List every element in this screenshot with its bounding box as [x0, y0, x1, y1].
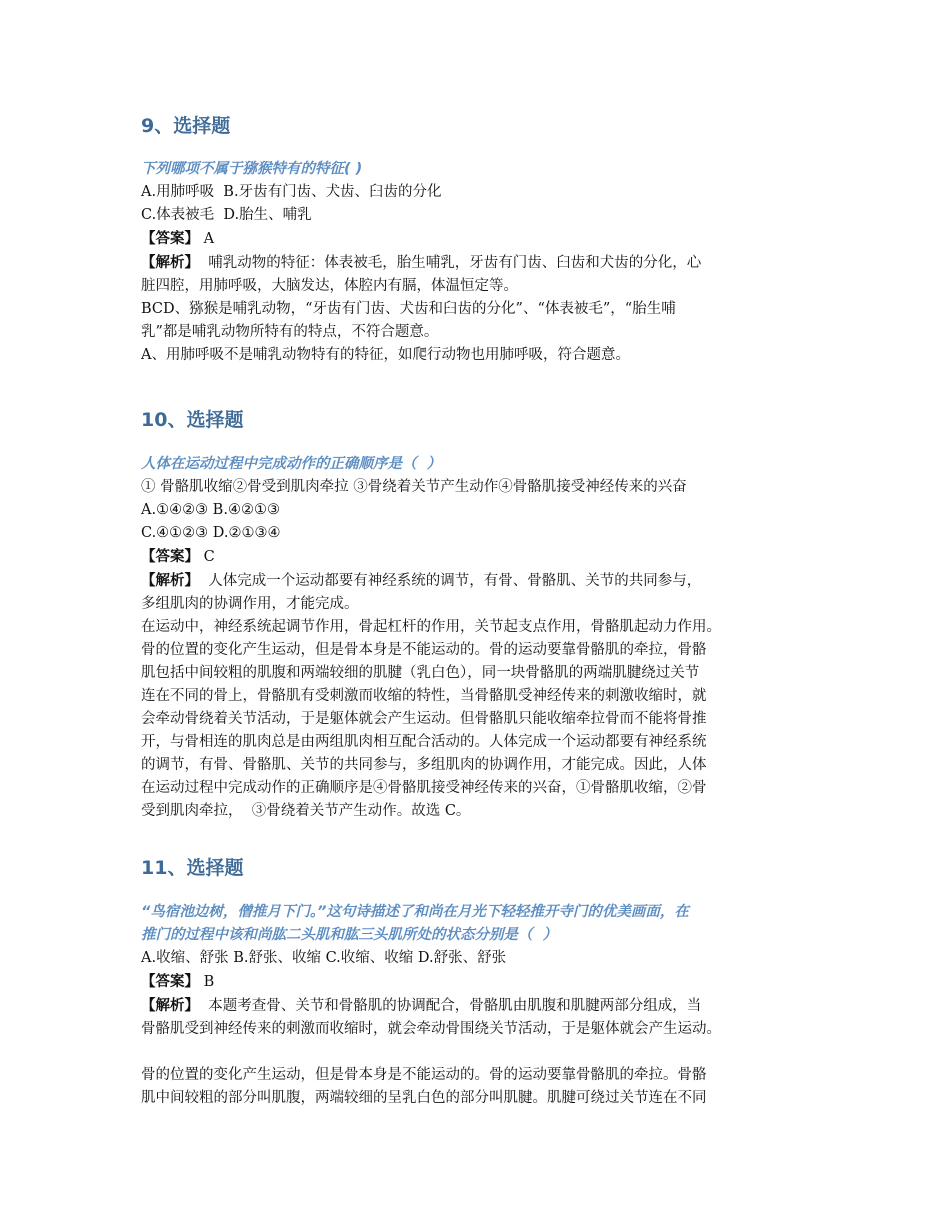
question-body: [141, 158, 821, 367]
analysis-line: 开，与骨相连的肌肉总是由两组肌肉相互配合活动的。人体完成一个运动都要有神经系统: [141, 734, 707, 750]
answer-line: [141, 970, 821, 994]
option-line: A.①④②③ B.④②①③: [141, 502, 280, 518]
question-stem: 下列哪项不属于猕猴特有的特征( ): [141, 161, 363, 177]
answer-value: A: [203, 231, 215, 247]
analysis-line: A、用肺呼吸不是哺乳动物特有的特征，如爬行动物也用肺呼吸，符合题意。: [141, 347, 630, 363]
question-heading: 9、选择题: [141, 115, 231, 137]
answer-line: [141, 227, 821, 251]
analysis-line: [141, 994, 821, 1018]
question-body: [141, 453, 821, 823]
answer-label: 【答案】: [141, 973, 199, 990]
answer-value: C: [203, 549, 215, 565]
analysis-line: 骨骼肌受到神经传来的刺激而收缩时，就会牵动骨围绕关节活动，于是躯体就会产生运动。: [141, 1021, 721, 1037]
analysis-label: 【解析】: [141, 254, 199, 271]
analysis-text: 本题考查骨、关节和骨骼肌的协调配合，骨骼肌由肌腹和肌腱两部分组成，当: [199, 998, 702, 1014]
answer-label: 【答案】: [141, 548, 199, 565]
answer-value: B: [203, 974, 215, 990]
option-line: A.收缩、舒张 B.舒张、收缩 C.收缩、收缩 D.舒张、舒张: [141, 950, 507, 966]
analysis-line: 骨的位置的变化产生运动，但是骨本身是不能运动的。骨的运动要靠骨骼肌的牵拉。骨骼: [141, 1067, 707, 1083]
analysis-line: 在运动中，神经系统起调节作用，骨起杠杆的作用，关节起支点作用，骨骼肌起动力作用。: [141, 619, 721, 635]
analysis-line: 肌包括中间较粗的肌腹和两端较细的肌腱（乳白色），同一块骨骼肌的两端肌腱绕过关节: [141, 665, 700, 681]
analysis-line: 骨的位置的变化产生运动，但是骨本身是不能运动的。骨的运动要靠骨骼肌的牵拉，骨骼: [141, 642, 707, 658]
analysis-line: 肌中间较粗的部分叫肌腹，两端较细的呈乳白色的部分叫肌腱。肌腱可绕过关节连在不同: [141, 1090, 707, 1106]
blank-line: [141, 1041, 821, 1064]
analysis-text: 人体完成一个运动都要有神经系统的调节，有骨、骨骼肌、关节的共同参与，: [199, 573, 702, 589]
question-heading: 10、选择题: [141, 409, 244, 431]
analysis-line: 多组肌肉的协调作用，才能完成。: [141, 596, 359, 612]
analysis-line: 会牵动骨绕着关节活动，于是躯体就会产生运动。但骨骼肌只能收缩牵拉骨而不能将骨推: [141, 711, 707, 727]
option-line: C.体表被毛 D.胎生、哺乳: [141, 207, 312, 223]
analysis-line: [141, 251, 821, 275]
analysis-line: 在运动过程中完成动作的正确顺序是④骨骼肌接受神经传来的兴奋，①骨骼肌收缩，②骨: [141, 780, 707, 796]
analysis-label: 【解析】: [141, 572, 199, 589]
analysis-line: [141, 569, 821, 593]
answer-label: 【答案】: [141, 230, 199, 247]
option-line: A.用肺呼吸 B.牙齿有门齿、犬齿、臼齿的分化: [141, 184, 442, 200]
analysis-label: 【解析】: [141, 997, 199, 1014]
analysis-line: 连在不同的骨上，骨骼肌有受刺激而收缩的特性，当骨骼肌受神经传来的刺激收缩时，就: [141, 688, 707, 704]
analysis-line: BCD、猕猴是哺乳动物，“牙齿有门齿、犬齿和臼齿的分化”、“体表被毛”，“胎生哺: [141, 301, 676, 317]
analysis-line: 受到肌肉牵拉， ③骨绕着关节产生动作。故选 C。: [141, 803, 471, 819]
option-line: C.④①②③ D.②①③④: [141, 525, 281, 541]
question-heading: 11、选择题: [141, 857, 244, 879]
answer-line: [141, 545, 821, 569]
question-body: [141, 901, 821, 1110]
question-stem: 人体在运动过程中完成动作的正确顺序是（ ）: [141, 456, 442, 472]
question-stem: “鸟宿池边树，僧推月下门。”这句诗描述了和尚在月光下轻轻推开寺门的优美画面，在: [141, 904, 689, 920]
analysis-line: 乳”都是哺乳动物所特有的特点，不符合题意。: [141, 324, 439, 340]
analysis-line: 脏四腔，用肺呼吸，大脑发达，体腔内有膈，体温恒定等。: [141, 278, 518, 294]
question-stem: 推门的过程中该和尚肱二头肌和肱三头肌所处的状态分别是（ ）: [141, 927, 558, 943]
analysis-line: 的调节，有骨、骨骼肌、关节的共同参与，多组肌肉的协调作用，才能完成。因此，人体: [141, 757, 707, 773]
option-line: ① 骨骼肌收缩②骨受到肌肉牵拉 ③骨绕着关节产生动作④骨骼肌接受神经传来的兴奋: [141, 479, 687, 495]
analysis-text: 哺乳动物的特征：体表被毛，胎生哺乳，牙齿有门齿、臼齿和犬齿的分化，心: [199, 255, 702, 271]
